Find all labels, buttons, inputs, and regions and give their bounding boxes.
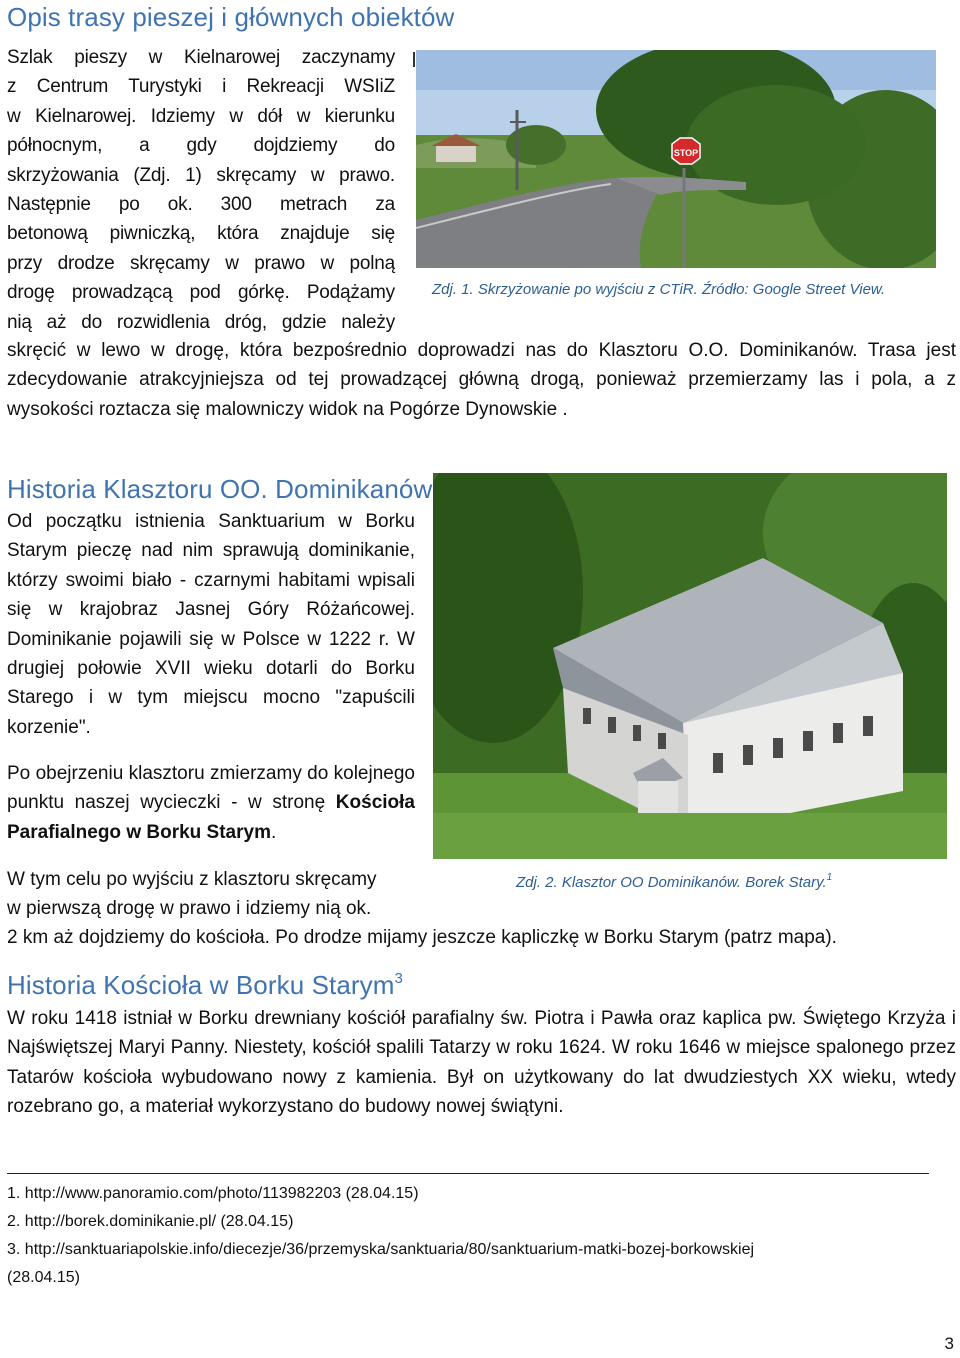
directions-line-b: w pierwszą drogę w prawo i idziemy nią ok. xyxy=(7,898,372,919)
footnote-ref: 1 xyxy=(826,872,833,883)
route-line-5: skrzyżowania (Zdj. 1) skręcamy w prawo. xyxy=(7,164,395,186)
footnote-1: 1. http://www.panoramio.com/photo/113982203 (28.04.15) xyxy=(7,1185,419,1202)
route-description-left xyxy=(7,43,395,337)
photo2-caption-text: Zdj. 2. Klasztor OO Dominikanów. Borek Stary. xyxy=(516,874,827,891)
church-history-paragraph: W roku 1418 istniał w Borku drewniany kościół parafialny św. Piotra i Pawła oraz kaplica pw. Świętego Krzyża i Najświętszej Maryi Panny. Niestety, kościół spalili Tatarzy w roku 1624. W roku 1646 w miejsce spalonego przez Tatarów kościoła wybudowano nowy z kamienia. Był on użytkowany do lat dwudziestych XX wieku, wtedy rozebrano go, a materiał wykorzystano do budowy nowej świątyni. xyxy=(7,1008,956,1118)
route-line-2: z Centrum Turystyki i Rekreacji WSIiZ xyxy=(7,76,395,98)
route-line-3: w Kielnarowej. Idziemy w dół w kierunku xyxy=(7,105,395,127)
footnote-divider xyxy=(7,1173,929,1174)
route-line-7: betonową piwniczką, która znajduje się xyxy=(7,223,395,245)
church-name-bold: Kościoła Parafialnego w Borku Starym xyxy=(7,792,415,843)
route-line-6: Następnie po ok. 300 metrach za xyxy=(7,194,395,216)
route-line-10: nią aż do rozwidlenia dróg, gdzie należy xyxy=(7,311,395,333)
route-line-1: Szlak pieszy w Kielnarowej zaczynamy xyxy=(7,47,395,68)
section-heading-monastery xyxy=(7,474,441,505)
route-description-continuation: skręcić w lewo w drogę, która bezpośrednio doprowadzi nas do Klasztoru O.O. Dominikanów. Trasa jest zdecydowanie atrakcyjniejsza od tej prowadzącej główną drogą, ponieważ przemierzamy las i pola, a z wysokości roztacza się malowniczy widok na Pogórze Dynowskie . xyxy=(7,340,956,420)
directions-line-a: W tym celu po wyjściu z klasztoru skręcamy xyxy=(7,869,377,890)
photo-monastery xyxy=(433,473,947,859)
next-stop-paragraph xyxy=(7,759,415,847)
next-stop-end: . xyxy=(270,821,277,843)
section-heading-route: Opis trasy pieszej i głównych obiektów xyxy=(7,2,455,32)
next-stop-text: Po obejrzeniu klasztoru zmierzamy do kolejnego punktu naszej wycieczki - w stronę xyxy=(7,763,415,814)
section-heading-church xyxy=(7,970,403,1001)
footnote-ref: 3 xyxy=(394,970,403,987)
directions-line-c: 2 km aż dojdziemy do kościoła. Po drodze mijamy jeszcze kapliczkę w Borku Starym (patrz mapa). xyxy=(7,927,837,948)
route-line-9: drogę prowadzącą pod górkę. Podążamy xyxy=(7,282,395,304)
route-line-4: północnym, a gdy dojdziemy do xyxy=(7,135,395,157)
footnote-3: 3. http://sanktuariapolskie.info/diecezje/36/przemyska/sanktuaria/80/sanktuarium-matki-bozej-borkowskiej xyxy=(7,1241,755,1258)
monastery-history-paragraph: Od początku istnienia Sanktuarium w Borku Starym pieczę nad nim sprawują dominikanie, którzy swoimi biało - czarnymi habitami wpisali się w krajobraz Jasnej Góry Różańcowej. Dominikanie pojawili się w Polsce w 1222 r. W drugiej połowie XVII wieku dotarli do Borku Starego i w tym miejscu mocno "zapuścili korzenie". xyxy=(7,511,415,738)
footnote-2: 2. http://borek.dominikanie.pl/ (28.04.15) xyxy=(7,1213,294,1230)
divider-mark xyxy=(413,52,415,67)
page-number: 3 xyxy=(944,1334,954,1353)
stop-sign-text: STOP xyxy=(673,148,699,158)
footnote-3-date: (28.04.15) xyxy=(7,1269,80,1286)
route-line-8: przy drodze skręcamy w prawo w polną xyxy=(7,252,395,274)
photo2-caption xyxy=(516,872,832,891)
photo-crossroads xyxy=(416,50,936,268)
photo1-caption: Zdj. 1. Skrzyżowanie po wyjściu z CTiR. Źródło: Google Street View. xyxy=(432,281,886,298)
heading-text: Historia Kościoła w Borku Starym xyxy=(7,970,395,1000)
heading-text: Historia Klasztoru OO. Dominikanów xyxy=(7,474,433,504)
